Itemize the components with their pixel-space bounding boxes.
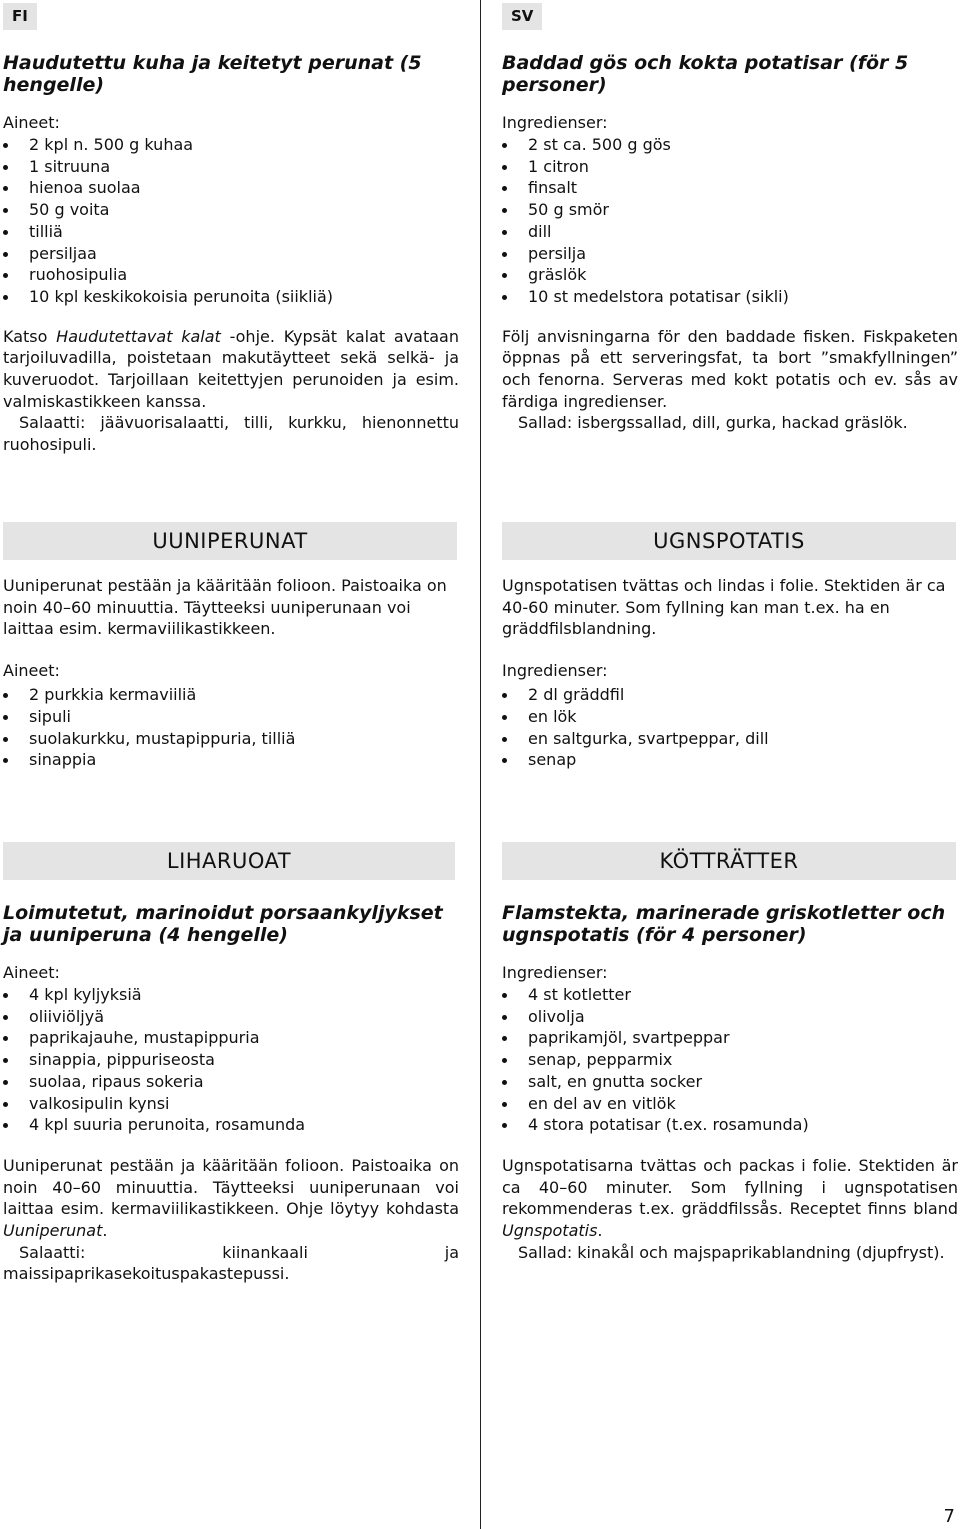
ingredients-label: Aineet: — [3, 661, 60, 681]
recipe-title: Loimutetut, marinoidut porsaankyljykset ja uuniperuna (4 hengelle) — [3, 902, 443, 946]
recipe-pork-chops-fi — [3, 902, 459, 1285]
ingredients-label: Ingredienser: — [502, 963, 608, 982]
salad-note: Sallad: kinakål och majspaprikablandning (djupfryst). — [518, 1242, 945, 1262]
ingredient-list — [502, 684, 958, 771]
salad-note: Salaatti: jäävuorisalaatti, tilli, kurkku, hienonnettu ruohosipuli. — [3, 413, 459, 455]
list-item: 10 st medelstora potatisar (sikli) — [502, 286, 958, 308]
instructions-text: . — [597, 1221, 603, 1241]
list-item: dill — [502, 221, 958, 243]
instructions-paragraph — [3, 1155, 459, 1285]
list-item: en lök — [502, 706, 958, 728]
list-item: 4 stora potatisar (t.ex. rosamunda) — [502, 1114, 958, 1136]
list-item: finsalt — [502, 177, 958, 199]
salad-note: Salaatti: kiinankaali ja maissipaprikasekoituspakastepussi. — [3, 1242, 459, 1284]
ingredient-list — [3, 984, 459, 1136]
list-item: 2 kpl n. 500 g kuhaa — [3, 134, 459, 156]
list-item: senap, pepparmix — [502, 1049, 958, 1071]
column-divider — [480, 0, 481, 1529]
language-tag-sv: SV — [502, 3, 542, 30]
list-item: en del av en vitlök — [502, 1093, 958, 1115]
list-item: ruohosipulia — [3, 264, 459, 286]
list-item: gräslök — [502, 264, 958, 286]
list-item: 4 kpl suuria perunoita, rosamunda — [3, 1114, 459, 1136]
instructions-paragraph — [502, 326, 958, 435]
instructions-text: . — [102, 1221, 108, 1241]
list-item: olivolja — [502, 1006, 958, 1028]
list-item: hienoa suolaa — [3, 177, 459, 199]
recipe-title: Baddad gös och kokta potatisar (för 5 personer) — [502, 52, 909, 96]
list-item: 50 g voita — [3, 199, 459, 221]
recipe-baked-potatoes-fi — [3, 575, 459, 771]
instructions-text: Ugnspotatisarna tvättas och packas i folie. Stektiden är ca 40–60 minuter. Som fyllning i ugnspotatisen rekommenderas t.ex. gräddfilssås. Receptet finns bland — [502, 1155, 958, 1219]
ingredient-list — [3, 684, 459, 771]
list-item: senap — [502, 749, 958, 771]
instructions-paragraph — [502, 1155, 958, 1264]
list-item: sinappia, pippuriseosta — [3, 1049, 459, 1071]
list-item: en saltgurka, svartpeppar, dill — [502, 728, 958, 750]
list-item: 50 g smör — [502, 199, 958, 221]
list-item: paprikamjöl, svartpeppar — [502, 1027, 958, 1049]
instructions-text: Följ anvisningarna för den baddade fisken. Fiskpaketen öppnas på ett serveringsfat, ta bort ”smakfyllningen” och fenorna. Serveras med kokt potatis och ev. sås av färdiga ingredienser. — [502, 326, 958, 411]
section-banner-meat-dishes-fi: LIHARUOAT — [3, 842, 455, 880]
instructions-text: -ohje. Kypsät kalat avataan tarjoiluvadilla, poistetaan makutäytteet sekä selkä- ja kuveruodot. Tarjoillaan keitettyjen perunoiden ja esim. valmiskastikkeen kanssa. — [3, 326, 459, 411]
list-item: oliiviöljyä — [3, 1006, 459, 1028]
section-banner-meat-dishes-sv: KÖTTRÄTTER — [502, 842, 956, 880]
language-tag-fi: FI — [3, 3, 37, 30]
ingredient-list — [3, 134, 459, 308]
list-item: 1 citron — [502, 156, 958, 178]
list-item: 4 kpl kyljyksiä — [3, 984, 459, 1006]
recipe-title: Flamstekta, marinerade griskotletter och ugnspotatis (för 4 personer) — [502, 902, 946, 946]
ingredients-label: Ingredienser: — [502, 113, 608, 132]
reference-link-text: Uuniperunat — [3, 1221, 103, 1241]
list-item: 4 st kotletter — [502, 984, 958, 1006]
instructions-paragraph — [3, 326, 459, 456]
reference-link-text: Haudutettavat kalat — [56, 326, 221, 346]
list-item: persilja — [502, 243, 958, 265]
instructions-text: Katso — [3, 326, 57, 346]
ingredient-list — [502, 134, 958, 308]
ingredients-label: Ingredienser: — [502, 661, 608, 681]
list-item: salt, en gnutta socker — [502, 1071, 958, 1093]
list-item: 1 sitruuna — [3, 156, 459, 178]
section-banner-baked-potatoes-fi: UUNIPERUNAT — [3, 522, 457, 560]
page-number: 7 — [943, 1506, 955, 1527]
recipe-fish-fi — [3, 52, 459, 456]
recipe-title: Haudutettu kuha ja keitetyt perunat (5 hengelle) — [3, 52, 422, 96]
list-item: tilliä — [3, 221, 459, 243]
ingredients-label: Aineet: — [3, 113, 60, 132]
section-banner-baked-potatoes-sv: UGNSPOTATIS — [502, 522, 956, 560]
ingredients-label: Aineet: — [3, 963, 60, 982]
list-item: 2 st ca. 500 g gös — [502, 134, 958, 156]
list-item: sipuli — [3, 706, 459, 728]
list-item: sinappia — [3, 749, 459, 771]
list-item: 2 dl gräddfil — [502, 684, 958, 706]
salad-note: Sallad: isbergssallad, dill, gurka, hackad gräslök. — [518, 413, 908, 433]
intro-paragraph: Uuniperunat pestään ja kääritään folioon. Paistoaika on noin 40–60 minuuttia. Täytteeksi uuniperunaan voi laittaa esim. kermaviilikastikkeen. — [3, 576, 447, 639]
ingredient-list — [502, 984, 958, 1136]
list-item: suolaa, ripaus sokeria — [3, 1071, 459, 1093]
list-item: valkosipulin kynsi — [3, 1093, 459, 1115]
list-item: persiljaa — [3, 243, 459, 265]
instructions-text: Uuniperunat pestään ja kääritään folioon. Paistoaika on noin 40–60 minuuttia. Täytteeksi uuniperunaan voi laittaa esim. kermaviilikastikkeen. Ohje löytyy kohdasta — [3, 1155, 459, 1219]
recipe-pork-chops-sv — [502, 902, 958, 1263]
list-item: suolakurkku, mustapippuria, tilliä — [3, 728, 459, 750]
list-item: 2 purkkia kermaviiliä — [3, 684, 459, 706]
list-item: paprikajauhe, mustapippuria — [3, 1027, 459, 1049]
recipe-fish-sv — [502, 52, 958, 434]
intro-paragraph: Ugnspotatisen tvättas och lindas i folie. Stektiden är ca 40-60 minuter. Som fyllning kan man t.ex. ha en gräddfilsblandning. — [502, 576, 946, 639]
reference-link-text: Ugnspotatis — [502, 1221, 598, 1241]
list-item: 10 kpl keskikokoisia perunoita (siikliä) — [3, 286, 459, 308]
recipe-baked-potatoes-sv — [502, 575, 958, 771]
